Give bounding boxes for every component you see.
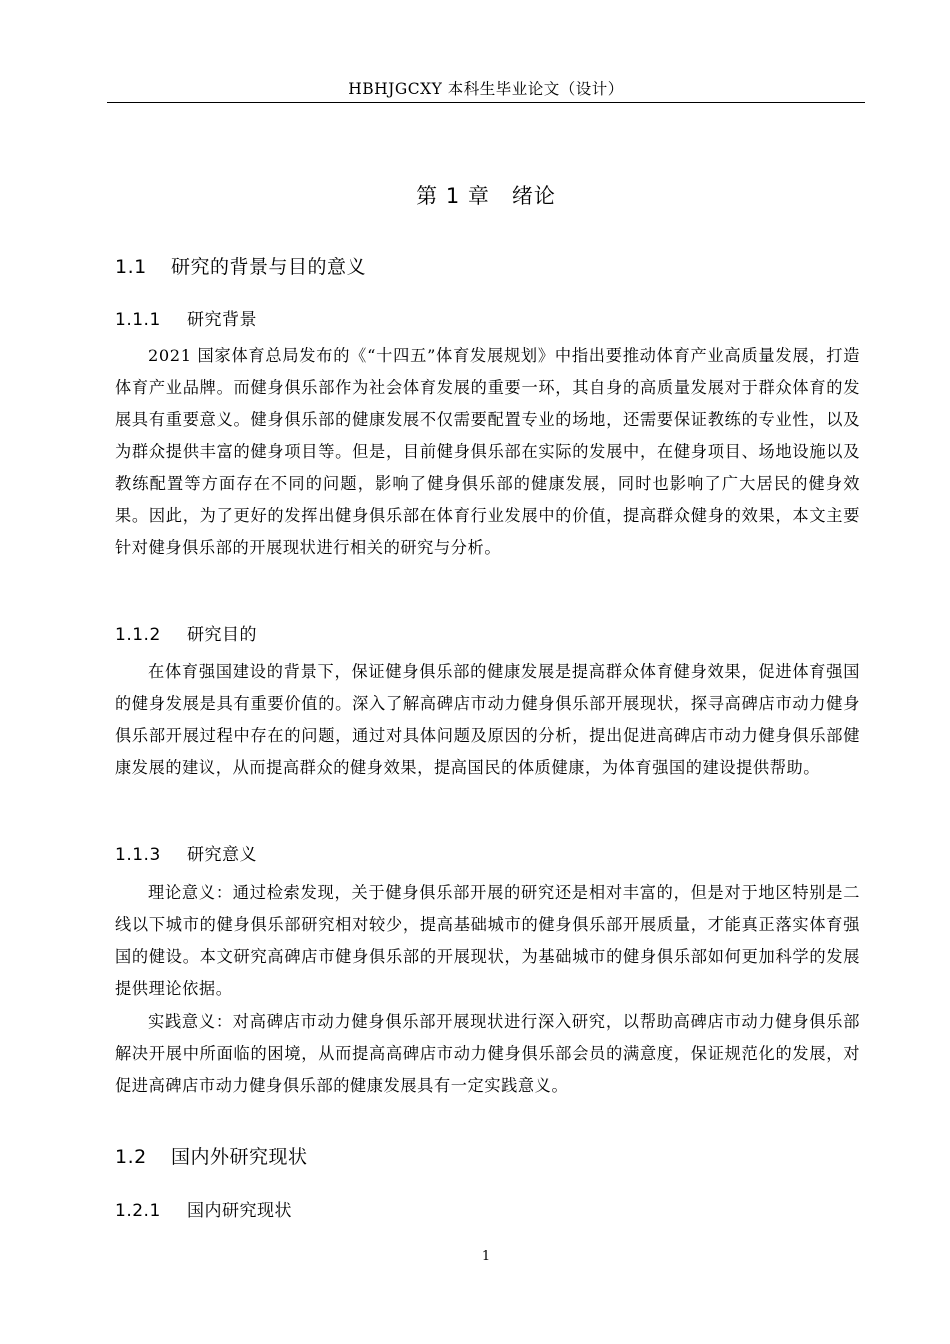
section-number: 1.2 xyxy=(115,1146,147,1168)
subsection-number: 1.1.1 xyxy=(115,310,161,330)
paragraph-research-background: 2021 国家体育总局发布的《“十四五”体育发展规划》中指出要推动体育产业高质量发展，打造体育产业品牌。而健身俱乐部作为社会体育发展的重要一环，其自身的高质量发展对于群众体育的发展具有重要意义。健身俱乐部的健康发展不仅需要配置专业的场地，还需要保证教练的专业性，以及为群众提供丰富的健身项目等。但是，目前健身俱乐部在实际的发展中，在健身项目、场地设施以及教练配置等方面存在不同的问题，影响了健身俱乐部的健康发展，同时也影响了广大居民的健身效果。因此，为了更好的发挥出健身俱乐部在体育行业发展中的价值，提高群众健身的效果，本文主要针对健身俱乐部的开展现状进行相关的研究与分析。 xyxy=(115,346,860,557)
subsection-heading-1-2-1 xyxy=(115,1196,292,1221)
section-heading-1-1 xyxy=(115,252,366,279)
subsection-title: 研究目的 xyxy=(187,625,257,645)
subsection-number: 1.2.1 xyxy=(115,1201,161,1221)
paragraph-research-purpose: 在体育强国建设的背景下，保证健身俱乐部的健康发展是提高群众体育健身效果，促进体育强国的健身发展是具有重要价值的。深入了解高碑店市动力健身俱乐部开展现状，探寻高碑店市动力健身俱乐部开展过程中存在的问题，通过对具体问题及原因的分析，提出促进高碑店市动力健身俱乐部健康发展的建议，从而提高群众的健身效果，提高国民的体质健康，为体育强国的建设提供帮助。 xyxy=(115,662,860,777)
chapter-title: 第 1 章 绪论 xyxy=(416,184,556,208)
section-title: 国内外研究现状 xyxy=(171,1146,308,1168)
section-heading-1-2 xyxy=(115,1142,308,1169)
section-title: 研究的背景与目的意义 xyxy=(171,256,367,278)
subsection-number: 1.1.2 xyxy=(115,625,161,645)
subsection-heading-1-1-3 xyxy=(115,840,257,865)
page-number: 1 xyxy=(481,1249,491,1264)
subsection-heading-1-1-2 xyxy=(115,620,257,645)
subsection-title: 研究背景 xyxy=(187,310,257,330)
paragraph-theoretical-significance: 理论意义：通过检索发现，关于健身俱乐部开展的研究还是相对丰富的，但是对于地区特别是二线以下城市的健身俱乐部研究相对较少，提高基础城市的健身俱乐部开展质量，才能真正落实体育强国的健设。本文研究高碑店市健身俱乐部的开展现状，为基础城市的健身俱乐部如何更加科学的发展提供理论依据。 xyxy=(115,883,860,998)
subsection-title: 国内研究现状 xyxy=(187,1201,292,1221)
subsection-number: 1.1.3 xyxy=(115,845,161,865)
paragraph-practical-significance: 实践意义：对高碑店市动力健身俱乐部开展现状进行深入研究，以帮助高碑店市动力健身俱乐部解决开展中所面临的困境，从而提高高碑店市动力健身俱乐部会员的满意度，保证规范化的发展，对促进高碑店市动力健身俱乐部的健康发展具有一定实践意义。 xyxy=(115,1012,860,1095)
section-number: 1.1 xyxy=(115,256,147,278)
subsection-title: 研究意义 xyxy=(187,845,257,865)
subsection-heading-1-1-1 xyxy=(115,305,257,330)
page-header: HBHJGCXY 本科生毕业论文（设计） xyxy=(348,80,624,98)
header-divider xyxy=(107,102,865,103)
